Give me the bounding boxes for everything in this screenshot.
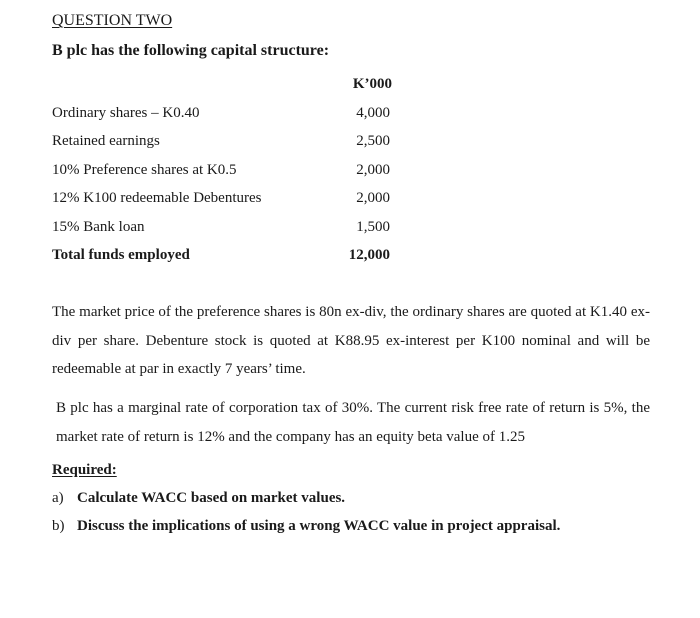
market-prices-paragraph: The market price of the preference shares is 80n ex-div, the ordinary shares are quoted at K1.40 ex-div per share. Debenture stock is quoted at K88.95 ex-interest per K100 nominal and will be redeemable at par in exactly 7 years’ time.: [52, 304, 650, 377]
row-label: 10% Preference shares at K0.5: [52, 161, 237, 178]
table-row: [52, 213, 412, 242]
item-letter: b): [52, 518, 65, 534]
item-letter: a): [52, 490, 64, 506]
row-label: Retained earnings: [52, 133, 160, 149]
question-heading: QUESTION TWO: [52, 12, 173, 29]
total-label: Total funds employed: [52, 247, 190, 263]
total-value: 12,000: [348, 247, 390, 263]
row-label: 15% Bank loan: [52, 218, 145, 235]
table-total-row: [52, 241, 412, 270]
row-value: 4,000: [356, 104, 390, 121]
table-header-row: [52, 70, 412, 99]
required-heading: Required:: [52, 462, 117, 478]
row-value: 2,000: [356, 190, 390, 206]
row-value: 1,500: [356, 218, 390, 235]
unit-header: K’000: [352, 76, 392, 92]
table-row: [52, 127, 412, 156]
question-item-a: [52, 490, 345, 507]
rates-paragraph: B plc has a marginal rate of corporation tax of 30%. The current risk free rate of return is 5%, the market rate of return is 12% and the company has an equity beta value of 1.25: [56, 400, 650, 445]
table-row: [52, 156, 412, 185]
row-label: Ordinary shares – K0.40: [52, 104, 200, 121]
capital-structure-table: [52, 70, 412, 270]
row-value: 2,500: [356, 133, 390, 149]
item-text: Discuss the implications of using a wrong WACC value in project appraisal.: [77, 518, 561, 534]
question-item-b: [52, 518, 560, 535]
intro-text: B plc has the following capital structure:: [52, 42, 330, 59]
item-text: Calculate WACC based on market values.: [77, 490, 346, 506]
row-value: 2,000: [356, 161, 390, 178]
table-row: [52, 99, 412, 128]
table-row: [52, 184, 412, 213]
row-label: 12% K100 redeemable Debentures: [52, 190, 262, 206]
